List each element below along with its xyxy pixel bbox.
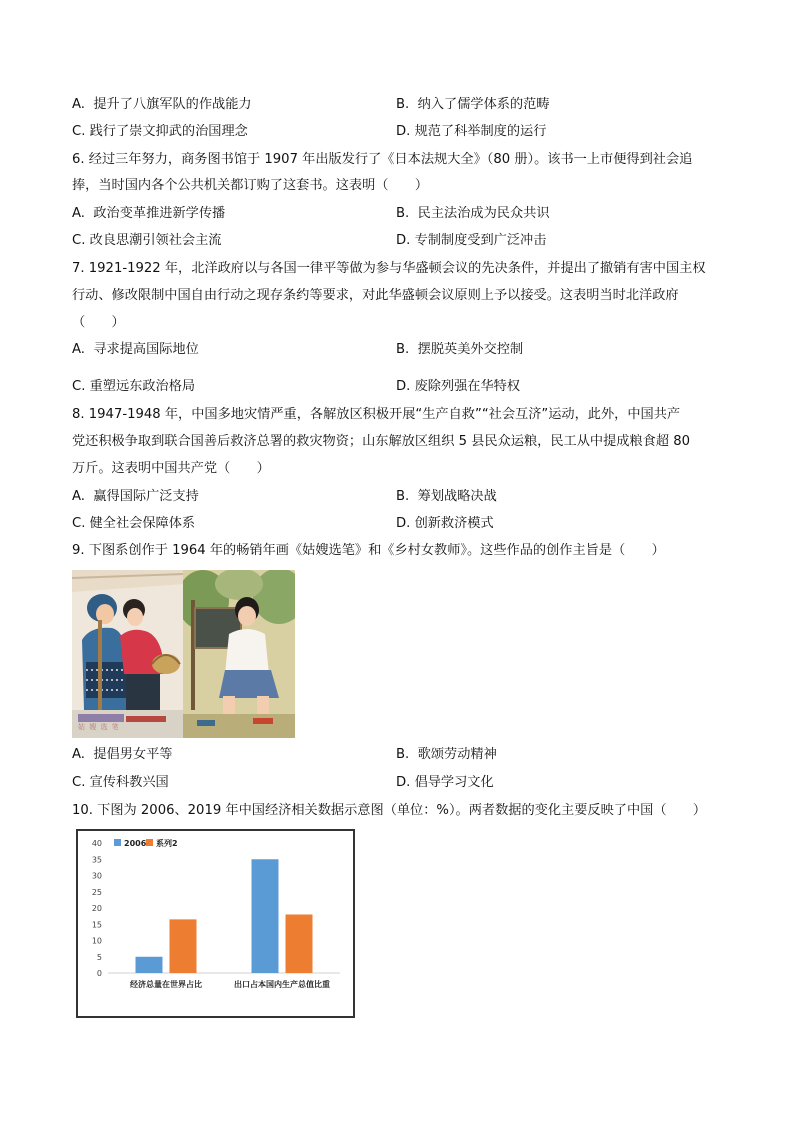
q8-stem-line1: 8. 1947-1948 年，中国多地灾情严重，各解放区积极开展“生产自救”“社会互济”运动，此外，中国共产 xyxy=(72,407,681,422)
bar xyxy=(170,919,197,973)
q8-option-d: D. 创新救济模式 xyxy=(396,516,494,531)
q6-stem-line1: 6. 经过三年努力，商务图书馆于 1907 年出版发行了《日本法规大全》（80 册）。该书一上市便得到社会追 xyxy=(72,152,693,167)
q6-option-c: C. 改良思潮引领社会主流 xyxy=(72,233,222,248)
legend-swatch xyxy=(146,839,153,846)
q7-option-d: D. 废除列强在华特权 xyxy=(396,379,521,394)
category-label: 出口占本国内生产总值比重 xyxy=(234,980,330,989)
y-tick-label: 10 xyxy=(91,936,102,946)
q6-stem-line2: 捧，当时国内各个公共机关都订购了这套书。这表明（ ） xyxy=(72,178,429,193)
y-tick-label: 25 xyxy=(91,887,102,897)
category-label: 经济总量在世界占比 xyxy=(130,980,202,989)
q5-option-b: B. 纳入了儒学体系的范畴 xyxy=(396,97,550,112)
q6-option-a: A. 政治变革推进新学传播 xyxy=(72,206,226,221)
q10-stem-line1: 10. 下图为 2006、2019 年中国经济相关数据示意图（单位：%）。两者数据的变化主要反映了中国（ ） xyxy=(72,803,707,818)
y-tick-label: 5 xyxy=(96,952,102,962)
bar xyxy=(252,859,279,973)
q8-stem-line3: 万斤。这表明中国共产党（ ） xyxy=(72,461,270,476)
q5-option-c: C. 践行了崇文抑武的治国理念 xyxy=(72,124,248,139)
q9-option-d: D. 倡导学习文化 xyxy=(396,775,494,790)
q7-option-a: A. 寻求提高国际地位 xyxy=(72,342,199,357)
q5-option-d: D. 规范了科举制度的运行 xyxy=(396,124,547,139)
q8-option-a: A. 赢得国际广泛支持 xyxy=(72,489,199,504)
y-tick-label: 0 xyxy=(96,969,102,978)
legend-label: 2006 xyxy=(124,839,147,848)
economic-data-chart xyxy=(76,829,355,1018)
q6-option-d: D. 专制制度受到广泛冲击 xyxy=(396,233,547,248)
q7-stem-line1: 7. 1921-1922 年，北洋政府以与各国一律平等做为参与华盛顿会议的先决条件，并提出了撤销有害中国主权 xyxy=(72,261,706,276)
y-tick-label: 30 xyxy=(91,871,102,881)
q9-option-a: A. 提倡男女平等 xyxy=(72,747,173,762)
q8-stem-line2: 党还积极争取到联合国善后救济总署的救灾物资；山东解放区组织 5 县民众运粮，民工从中提成粮食超 80 xyxy=(72,434,690,449)
painting-guxao-xuanbi xyxy=(72,570,184,738)
q7-option-c: C. 重塑远东政治格局 xyxy=(72,379,196,394)
bar xyxy=(136,957,163,973)
legend-swatch xyxy=(114,839,121,846)
q6-option-b: B. 民主法治成为民众共识 xyxy=(396,206,550,221)
y-tick-label: 35 xyxy=(91,855,102,865)
q8-option-b: B. 筹划战略决战 xyxy=(396,489,497,504)
chart-canvas xyxy=(78,831,353,1016)
bar xyxy=(286,915,313,974)
q7-stem-line3: （ ） xyxy=(72,315,125,330)
q8-option-c: C. 健全社会保障体系 xyxy=(72,516,196,531)
y-tick-label: 15 xyxy=(91,920,102,930)
y-tick-label: 40 xyxy=(91,839,102,848)
q7-stem-line2: 行动、修改限制中国自由行动之现存条约等要求，对此华盛顿会议原则上予以接受。这表明当时北洋政府 xyxy=(72,288,679,303)
y-tick-label: 20 xyxy=(91,904,102,913)
q9-option-c: C. 宣传科教兴国 xyxy=(72,775,169,790)
q7-option-b: B. 摆脱英美外交控制 xyxy=(396,342,524,357)
q9-stem-line1: 9. 下图系创作于 1964 年的畅销年画《姑嫂选笔》和《乡村女教师》。这些作品的创作主旨是（ ） xyxy=(72,543,665,558)
legend-label: 系列2 xyxy=(156,839,178,848)
painting-xiangcun-nvjiaoshi xyxy=(183,570,295,738)
q9-option-b: B. 歌颂劳动精神 xyxy=(396,747,497,762)
q5-option-a: A. 提升了八旗军队的作战能力 xyxy=(72,97,252,112)
painting-caption: 姑 嫂 选 笔 xyxy=(78,723,120,731)
